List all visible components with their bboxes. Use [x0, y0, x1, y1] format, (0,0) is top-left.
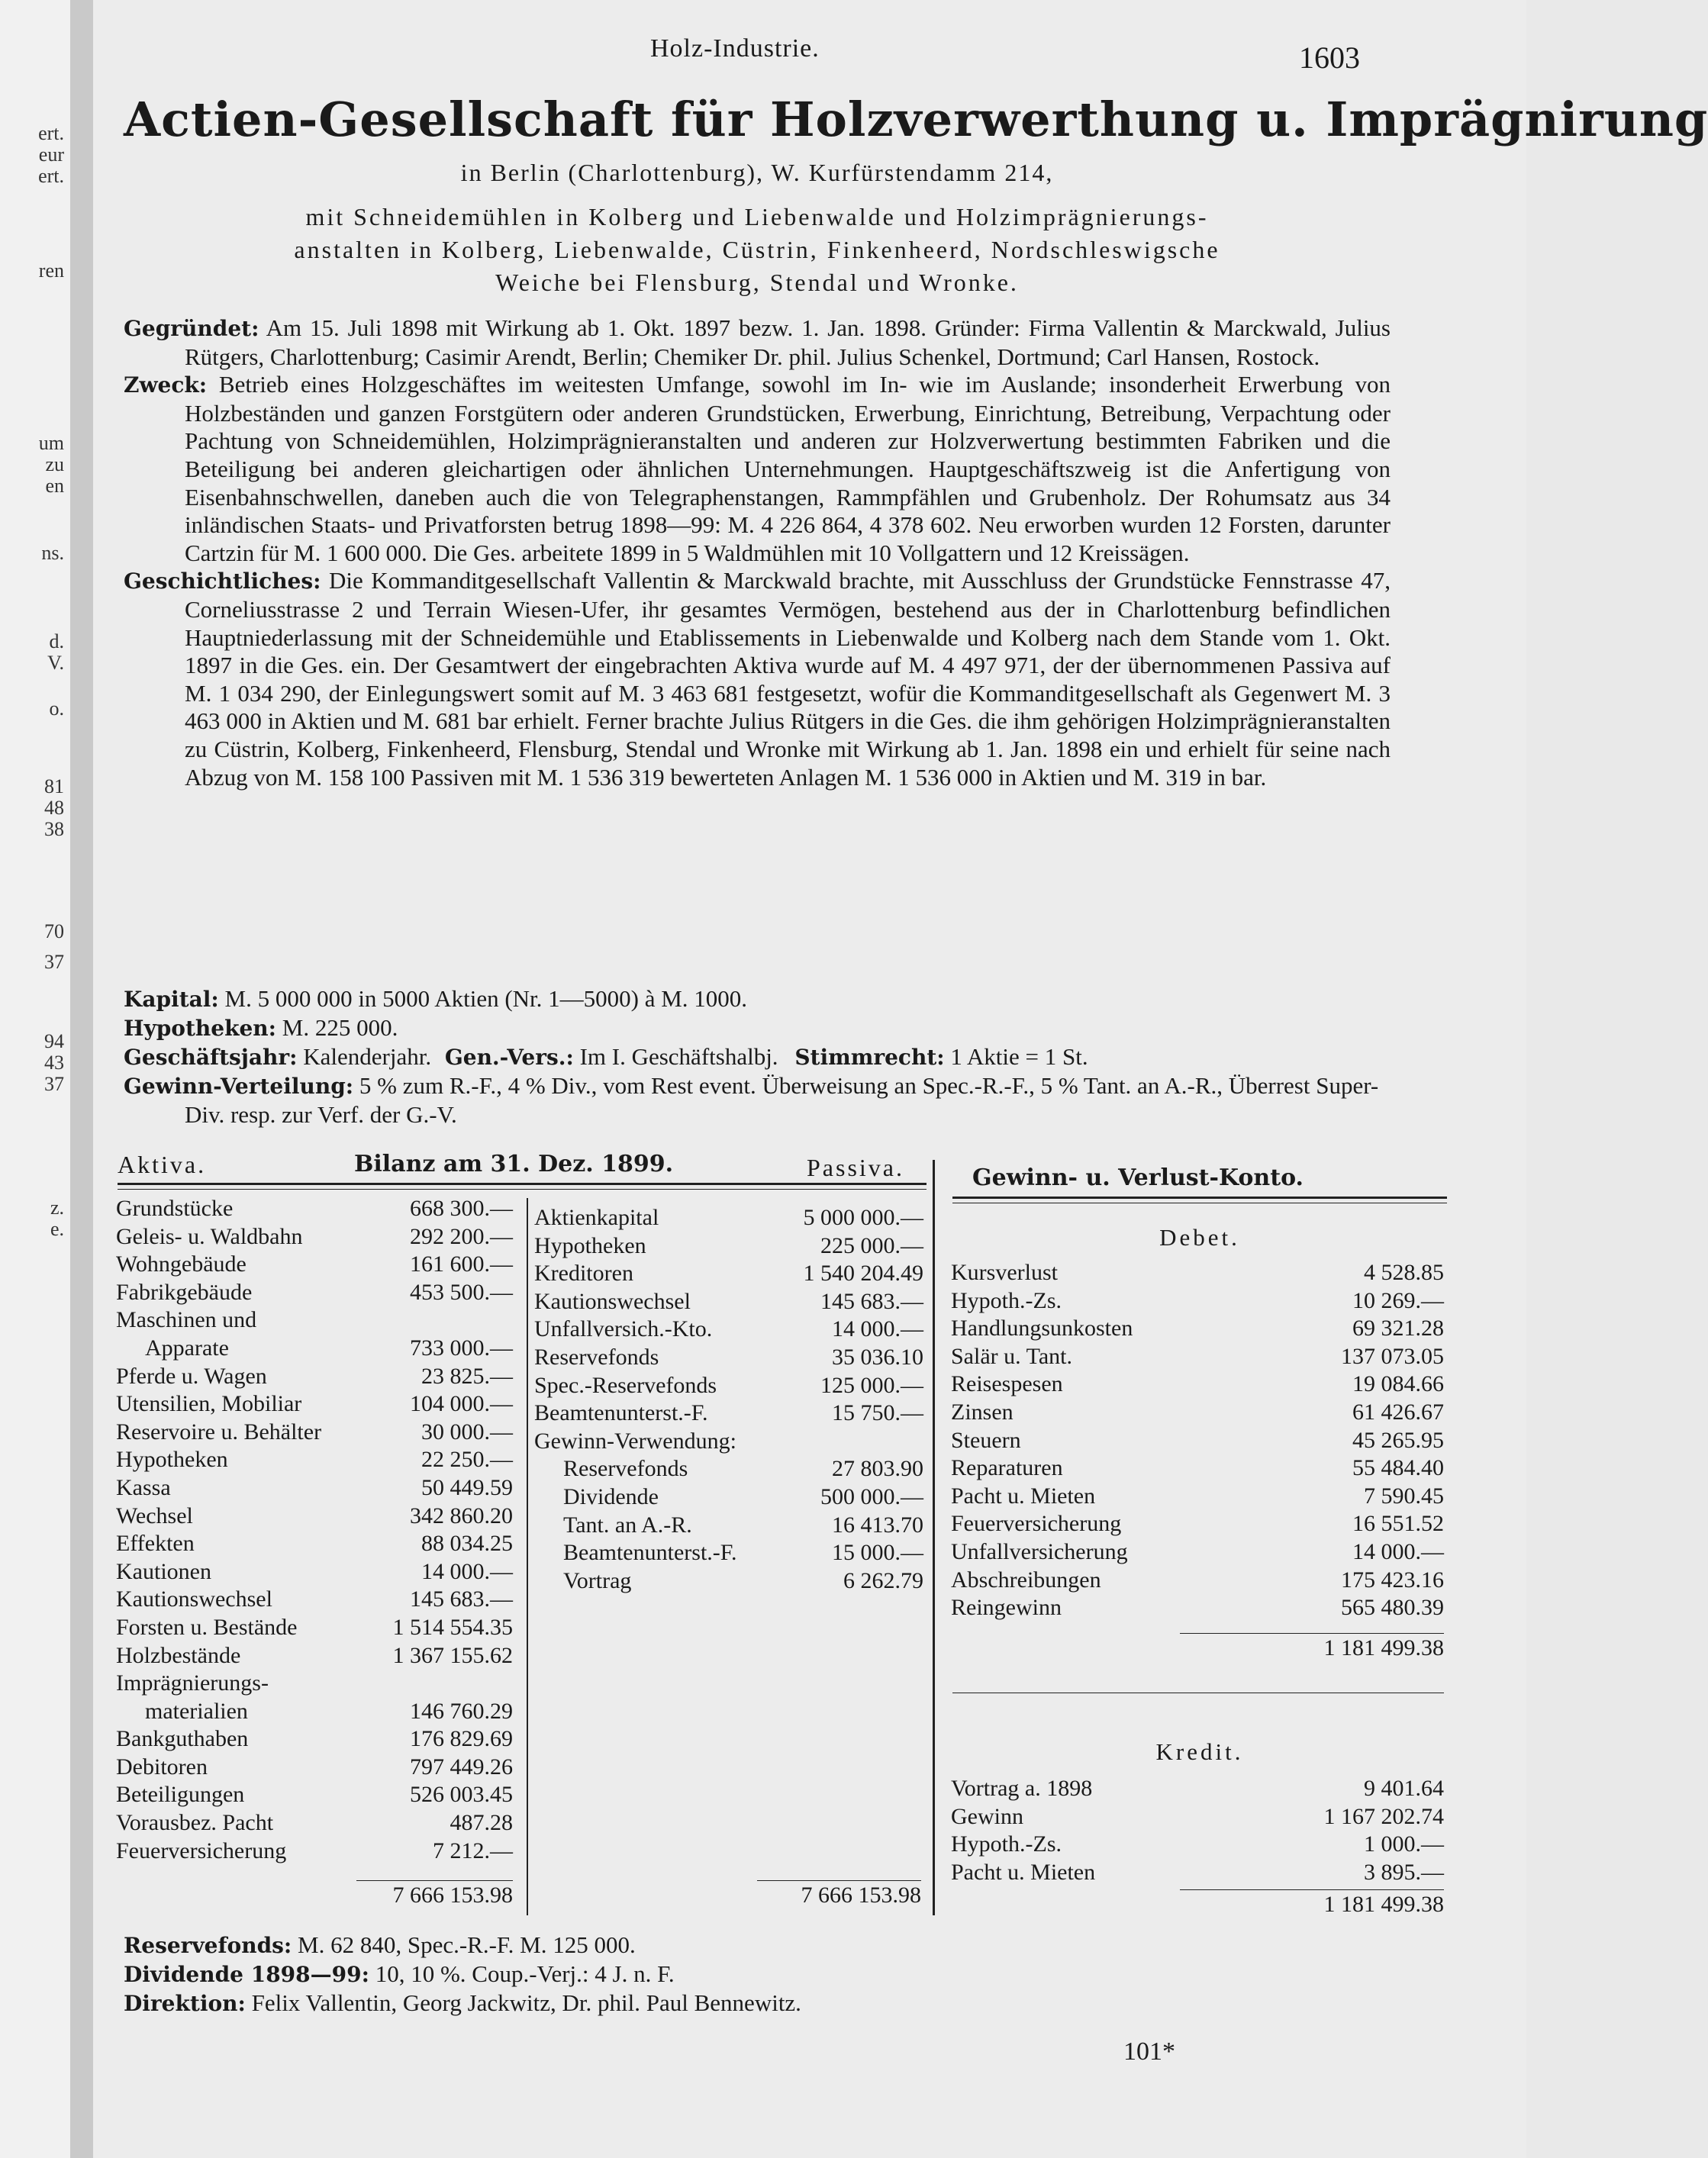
passiva-row	[534, 1455, 923, 1483]
passiva-row	[534, 1344, 923, 1372]
aktiva-row	[116, 1754, 513, 1782]
aktiva-label: Grundstücke	[116, 1196, 234, 1221]
label-dividende: Dividende 1898—99:	[124, 1962, 369, 1987]
aktiva-total: 7 666 153.98	[392, 1883, 513, 1908]
passiva-label: Reservefonds	[534, 1344, 659, 1370]
text-kapital: M. 5 000 000 in 5000 Aktien (Nr. 1—5000) à M. 1000.	[224, 985, 748, 1012]
debet-value: 45 265.95	[1352, 1427, 1444, 1453]
aktiva-label: Pferde u. Wagen	[116, 1363, 267, 1389]
debet-value: 19 084.66	[1352, 1371, 1444, 1397]
aktiva-value: 342 860.20	[410, 1503, 513, 1528]
debet-value: 61 426.67	[1352, 1399, 1444, 1425]
debet-label: Steuern	[951, 1427, 1021, 1453]
plants-line-1: mit Schneidemühlen in Kolberg und Liebenwalde und Holzimprägnierungs-	[305, 203, 1209, 230]
aktiva-header: Aktiva.	[118, 1151, 207, 1178]
aktiva-row	[116, 1586, 513, 1614]
debet-value: 69 321.28	[1352, 1316, 1444, 1342]
aktiva-row	[116, 1642, 513, 1670]
aktiva-label: Imprägnierungs-	[116, 1670, 269, 1696]
debet-label: Hypoth.-Zs.	[951, 1287, 1062, 1313]
adjacent-page-fragment: d.	[49, 630, 64, 652]
aktiva-row	[116, 1530, 513, 1558]
aktiva-row	[116, 1279, 513, 1307]
passiva-value: 15 750.—	[832, 1400, 923, 1426]
label-kapital: Kapital:	[124, 987, 219, 1012]
aktiva-row	[116, 1363, 513, 1391]
debet-row	[951, 1427, 1444, 1455]
debet-label: Abschreibungen	[951, 1567, 1101, 1593]
aktiva-row	[116, 1558, 513, 1586]
passiva-value: 27 803.90	[832, 1456, 923, 1482]
company-location: in Berlin (Charlottenburg), W. Kurfürstendamm 214,	[460, 159, 1054, 186]
aktiva-total-row	[356, 1882, 513, 1910]
passiva-label: Unfallversich.-Kto.	[534, 1316, 713, 1342]
description-block	[124, 314, 1391, 791]
debet-row	[951, 1538, 1444, 1567]
debet-label: Handlungsunkosten	[951, 1316, 1133, 1342]
aktiva-label: Bankguthaben	[116, 1726, 249, 1752]
aktiva-value: 88 034.25	[421, 1531, 513, 1557]
kredit-sum-rule	[1180, 1889, 1444, 1890]
aktiva-row	[116, 1781, 513, 1809]
label-stimmrecht: Stimmrecht:	[794, 1045, 945, 1070]
debet-row	[951, 1259, 1444, 1287]
aktiva-value: 30 000.—	[421, 1419, 513, 1445]
passiva-value: 145 683.—	[820, 1288, 923, 1314]
section-zweck	[124, 371, 1391, 567]
page-number: 1603	[1299, 40, 1360, 75]
passiva-row	[534, 1316, 923, 1344]
kredit-label: Vortrag a. 1898	[951, 1776, 1093, 1801]
adjacent-page-fragment: ert.	[38, 122, 64, 144]
text-gegruendet: Am 15. Juli 1898 mit Wirkung ab 1. Okt. 1897 bezw. 1. Jan. 1898. Gründer: Firma Vallentin & Marckwald, Julius Rütgers, Charlottenburg; Casimir Arendt, Berlin; Chemiker Dr. phil. Julius Schenkel, Dortmund; Carl Hansen, Rostock.	[185, 314, 1391, 370]
text-stimmrecht: 1 Aktie = 1 St.	[950, 1043, 1088, 1070]
aktiva-label: Kautionswechsel	[116, 1586, 272, 1612]
kredit-value: 1 167 202.74	[1323, 1803, 1444, 1829]
debet-value: 7 590.45	[1364, 1483, 1444, 1509]
passiva-row	[534, 1399, 923, 1428]
section-gewinnverteilung	[124, 1071, 1391, 1129]
aktiva-label: Forsten u. Bestände	[116, 1614, 298, 1640]
kredit-row	[951, 1859, 1444, 1887]
kredit-label: Pacht u. Mieten	[951, 1859, 1096, 1885]
kredit-total: 1 181 499.38	[1323, 1892, 1444, 1917]
aktiva-value: 7 212.—	[433, 1838, 513, 1863]
section-gegruendet	[124, 314, 1391, 371]
passiva-sum-rule	[757, 1880, 921, 1881]
debet-label: Salär u. Tant.	[951, 1343, 1072, 1369]
debet-total: 1 181 499.38	[1323, 1635, 1444, 1660]
debet-label: Reingewinn	[951, 1595, 1062, 1621]
footer-facts	[124, 1931, 1391, 2018]
aktiva-label: Beteiligungen	[116, 1782, 245, 1808]
bilanz-guv-divider	[933, 1160, 935, 1915]
aktiva-row	[116, 1223, 513, 1251]
passiva-label: Beamtenunterst.-F.	[534, 1400, 708, 1426]
debet-label: Unfallversicherung	[951, 1538, 1128, 1564]
debet-row	[951, 1510, 1444, 1538]
debet-label: Reparaturen	[951, 1455, 1063, 1481]
aktiva-row	[116, 1474, 513, 1503]
label-geschichtliches: Geschichtliches:	[124, 568, 321, 594]
aktiva-label: Effekten	[116, 1531, 195, 1557]
adjacent-page-fragment: en	[45, 475, 64, 497]
aktiva-row	[116, 1251, 513, 1279]
bilanz-top-rule-thin	[118, 1189, 927, 1190]
aktiva-value: 797 449.26	[410, 1754, 513, 1780]
adjacent-page-fragment: 37	[44, 1073, 64, 1095]
debet-value: 55 484.40	[1352, 1455, 1444, 1481]
adjacent-page-fragment: 48	[44, 797, 64, 819]
debet-row	[951, 1370, 1444, 1399]
debet-value: 4 528.85	[1364, 1260, 1444, 1285]
kredit-value: 1 000.—	[1364, 1831, 1444, 1857]
label-reservefonds: Reservefonds:	[124, 1933, 292, 1958]
footer-reservefonds	[124, 1931, 1391, 1960]
passiva-value: 16 413.70	[832, 1512, 923, 1538]
guv-title: Gewinn- u. Verlust-Konto.	[972, 1164, 1304, 1191]
debet-header: Debet.	[1159, 1224, 1240, 1251]
aktiva-row	[116, 1698, 513, 1726]
aktiva-label: Vorausbez. Pacht	[116, 1810, 274, 1836]
text-genvers: Im I. Geschäftshalbj.	[579, 1043, 778, 1070]
debet-row	[951, 1483, 1444, 1511]
passiva-label: Tant. an A.-R.	[563, 1512, 692, 1538]
footer-dividende	[124, 1960, 1391, 1989]
aktiva-row	[116, 1195, 513, 1223]
text-gewinnverteilung: 5 % zum R.-F., 4 % Div., vom Rest event. Überweisung an Spec.-R.-F., 5 % Tant. an A.-R., Überrest Super-Div. resp. zur Verf. der G.-V.	[185, 1072, 1379, 1128]
aktiva-value: 161 600.—	[410, 1251, 513, 1277]
aktiva-label: Hypotheken	[116, 1447, 228, 1473]
aktiva-row	[116, 1670, 513, 1698]
text-hypotheken: M. 225 000.	[282, 1014, 398, 1041]
kredit-total-row	[1180, 1891, 1444, 1919]
text-geschaeftsjahr: Kalenderjahr.	[303, 1043, 432, 1070]
section-geschichtliches	[124, 567, 1391, 791]
aktiva-label: Holzbestände	[116, 1642, 241, 1668]
passiva-row	[534, 1539, 923, 1567]
aktiva-value: 292 200.—	[410, 1223, 513, 1249]
adjacent-page-strip	[0, 0, 75, 2158]
kredit-row	[951, 1775, 1444, 1803]
aktiva-value: 1 367 155.62	[392, 1642, 513, 1668]
debet-row	[951, 1315, 1444, 1343]
passiva-label: Kreditoren	[534, 1261, 633, 1287]
aktiva-row	[116, 1335, 513, 1363]
passiva-row	[534, 1567, 923, 1596]
aktiva-label: Apparate	[145, 1335, 229, 1361]
aktiva-label: Kassa	[116, 1474, 171, 1500]
aktiva-value: 176 829.69	[410, 1726, 513, 1752]
aktiva-value: 50 449.59	[421, 1474, 513, 1500]
adjacent-page-fragment: V.	[47, 652, 64, 674]
passiva-label: Hypotheken	[534, 1232, 646, 1258]
aktiva-label: Maschinen und	[116, 1307, 257, 1333]
footer-direktion	[124, 1989, 1391, 2018]
aktiva-list	[116, 1195, 513, 1865]
text-dividende: 10, 10 %. Coup.-Verj.: 4 J. n. F.	[375, 1960, 675, 1987]
running-title: Holz-Industrie.	[650, 34, 820, 63]
aktiva-row	[116, 1503, 513, 1531]
text-geschichtliches: Die Kommanditgesellschaft Vallentin & Marckwald brachte, mit Ausschluss der Grundstücke Fennstrasse 47, Corneliusstrasse 2 und Terrain Wiesen-Ufer, ihr gesamtes Vermögen, bestehend aus der in Charlottenburg befindlichen Hauptniederlassung mit der Schneidemühle und Etablissements in Liebenwalde und Kolberg nach dem Stande vom 1. Okt. 1897 in die Ges. ein. Der Gesamtwert der eingebrachten Aktiva wurde auf M. 4 497 971, der der übernommenen Passiva auf M. 1 034 290, der Einlegungswert somit auf M. 3 463 681 festgesetzt, wofür die Kommanditgesellschaft als Gegenwert M. 3 463 000 in Aktien und M. 681 bar erhielt. Ferner brachte Julius Rütgers in die Ges. die ihm gehörigen Holzimprägnieranstalten zu Cüstrin, Kolberg, Finkenheerd, Flensburg, Stendal und Wronke mit Wirkung ab 1. Jan. 1898 ein und erhielt für seine nach Abzug von M. 158 100 Passiven mit M. 1 536 319 bewerteten Anlagen M. 1 536 000 in Aktien und M. 319 in bar.	[185, 567, 1391, 791]
debet-list	[951, 1259, 1444, 1622]
passiva-value: 14 000.—	[832, 1316, 923, 1342]
adjacent-page-fragment: o.	[49, 697, 64, 720]
debet-total-row	[1180, 1635, 1444, 1663]
text-zweck: Betrieb eines Holzgeschäftes im weitesten Umfange, sowohl im In- wie im Auslande; insonderheit Erwerbung von Holzbeständen und ganzen Forstgütern oder anderen Grundstücken, Erwerbung, Einrichtung, Betreibung, Verpachtung oder Pachtung von Schneidemühlen, Holzimprägnieranstalten und anderen zur Holzverwertung bestimmten Fabriken und die Beteiligung bei anderen gleichartigen oder ähnlichen Unternehmungen. Hauptgeschäftszweig ist die Anfertigung von Eisenbahnschwellen, daneben auch die von Telegraphenstangen, Rammpfählen und Grubenholz. Der Rohumsatz aus 34 inländischen Staats- und Privatforsten betrug 1898—99: M. 4 226 864, 4 378 602. Neu erworben wurden 12 Forsten, darunter Cartzin für M. 1 600 000. Die Ges. arbeitete 1899 in 5 Waldmühlen mit 10 Vollgattern und 12 Kreissägen.	[185, 371, 1391, 566]
debet-value: 14 000.—	[1352, 1538, 1444, 1564]
document-page	[93, 0, 1708, 2158]
kredit-label: Hypoth.-Zs.	[951, 1831, 1062, 1857]
passiva-row	[534, 1372, 923, 1400]
text-reservefonds: M. 62 840, Spec.-R.-F. M. 125 000.	[298, 1931, 636, 1958]
kredit-row	[951, 1831, 1444, 1859]
passiva-row	[534, 1204, 923, 1232]
company-name: Actien-Gesellschaft für Holzverwerthung u. Imprägnirung	[124, 92, 1708, 147]
aktiva-value: 487.28	[450, 1810, 513, 1836]
aktiva-label: Utensilien, Mobiliar	[116, 1391, 302, 1417]
passiva-label: Gewinn-Verwendung:	[534, 1428, 736, 1454]
debet-row	[951, 1454, 1444, 1483]
passiva-label: Reservefonds	[563, 1456, 688, 1482]
aktiva-row	[116, 1446, 513, 1474]
debet-value: 175 423.16	[1341, 1567, 1444, 1593]
adjacent-page-fragment: 70	[44, 920, 64, 942]
passiva-row	[534, 1260, 923, 1288]
label-zweck: Zweck:	[124, 372, 208, 398]
aktiva-value: 22 250.—	[421, 1447, 513, 1473]
debet-row	[951, 1567, 1444, 1595]
adjacent-page-fragment: 94	[44, 1030, 64, 1052]
adjacent-page-fragment: um	[38, 432, 64, 454]
aktiva-value: 1 514 554.35	[392, 1614, 513, 1640]
adjacent-page-fragment: 37	[44, 951, 64, 973]
aktiva-row	[116, 1306, 513, 1335]
debet-row	[951, 1594, 1444, 1622]
aktiva-sum-rule	[356, 1880, 513, 1881]
aktiva-label: Kautionen	[116, 1558, 211, 1584]
kredit-row	[951, 1803, 1444, 1831]
passiva-row	[534, 1483, 923, 1512]
adjacent-page-fragment: e.	[50, 1218, 64, 1240]
aktiva-label: Debitoren	[116, 1754, 208, 1780]
bilanz-title: Bilanz am 31. Dez. 1899.	[354, 1151, 674, 1177]
plants-line-2: anstalten in Kolberg, Liebenwalde, Cüstrin, Finkenheerd, Nordschleswigsche	[294, 236, 1220, 263]
passiva-label: Dividende	[563, 1483, 659, 1509]
passiva-value: 5 000 000.—	[803, 1205, 923, 1230]
section-geschaeftsjahr	[124, 1042, 1391, 1071]
aktiva-value: 145 683.—	[410, 1586, 513, 1612]
debet-label: Zinsen	[951, 1399, 1014, 1425]
passiva-total-row	[757, 1882, 921, 1910]
label-genvers: Gen.-Vers.:	[444, 1045, 574, 1070]
aktiva-value: 668 300.—	[410, 1196, 513, 1221]
label-geschaeftsjahr: Geschäftsjahr:	[124, 1045, 298, 1070]
debet-value: 137 073.05	[1341, 1343, 1444, 1369]
aktiva-row	[116, 1419, 513, 1447]
debet-label: Reisespesen	[951, 1371, 1063, 1397]
passiva-value: 225 000.—	[820, 1232, 923, 1258]
aktiva-label: Wohngebäude	[116, 1251, 247, 1277]
debet-row	[951, 1287, 1444, 1316]
kredit-value: 3 895.—	[1364, 1859, 1444, 1885]
aktiva-label: Feuerversicherung	[116, 1838, 287, 1863]
debet-label: Feuerversicherung	[951, 1511, 1122, 1537]
adjacent-page-fragment: zu	[45, 453, 64, 475]
passiva-row	[534, 1288, 923, 1316]
aktiva-value: 14 000.—	[421, 1558, 513, 1584]
aktiva-row	[116, 1725, 513, 1754]
kredit-value: 9 401.64	[1364, 1776, 1444, 1801]
aktiva-value: 526 003.45	[410, 1782, 513, 1808]
aktiva-value: 23 825.—	[421, 1363, 513, 1389]
label-gewinnverteilung: Gewinn-Verteilung:	[124, 1074, 354, 1099]
section-kapital	[124, 984, 1391, 1013]
text-direktion: Felix Vallentin, Georg Jackwitz, Dr. phil. Paul Bennewitz.	[251, 1989, 801, 2016]
signature-mark: 101*	[1123, 2037, 1175, 2066]
aktiva-passiva-divider	[527, 1198, 528, 1915]
aktiva-row	[116, 1809, 513, 1838]
debet-row	[951, 1343, 1444, 1371]
passiva-value: 35 036.10	[832, 1344, 923, 1370]
label-gegruendet: Gegründet:	[124, 316, 259, 341]
passiva-value: 6 262.79	[843, 1567, 923, 1593]
passiva-row	[534, 1428, 923, 1456]
passiva-label: Spec.-Reservefonds	[534, 1372, 717, 1398]
passiva-list	[534, 1204, 923, 1595]
aktiva-value: 104 000.—	[410, 1391, 513, 1417]
passiva-label: Kautionswechsel	[534, 1288, 691, 1314]
aktiva-row	[116, 1838, 513, 1866]
guv-top-rule	[952, 1197, 1447, 1199]
aktiva-value: 733 000.—	[410, 1335, 513, 1361]
passiva-label: Vortrag	[563, 1567, 632, 1593]
debet-value: 16 551.52	[1352, 1511, 1444, 1537]
aktiva-label: Reservoire u. Behälter	[116, 1419, 322, 1445]
debet-value: 10 269.—	[1352, 1287, 1444, 1313]
debet-value: 565 480.39	[1341, 1595, 1444, 1621]
section-hypotheken	[124, 1013, 1391, 1042]
aktiva-label: materialien	[145, 1698, 248, 1724]
aktiva-row	[116, 1614, 513, 1642]
debet-label: Pacht u. Mieten	[951, 1483, 1096, 1509]
passiva-value: 1 540 204.49	[803, 1261, 923, 1287]
passiva-label: Aktienkapital	[534, 1205, 659, 1230]
adjacent-page-fragment: 43	[44, 1052, 64, 1074]
debet-sum-rule	[1180, 1633, 1444, 1634]
bilanz-top-rule	[118, 1183, 927, 1185]
adjacent-page-fragment: z.	[50, 1197, 64, 1219]
passiva-value: 15 000.—	[832, 1540, 923, 1566]
passiva-label: Beamtenunterst.-F.	[563, 1540, 737, 1566]
passiva-row	[534, 1512, 923, 1540]
adjacent-page-fragment: eur	[38, 143, 64, 166]
aktiva-row	[116, 1390, 513, 1419]
adjacent-page-fragment: ns.	[41, 542, 64, 564]
adjacent-page-fragment: 38	[44, 818, 64, 840]
debet-row	[951, 1399, 1444, 1427]
passiva-value: 125 000.—	[820, 1372, 923, 1398]
book-spine	[70, 0, 93, 2158]
aktiva-label: Fabrikgebäude	[116, 1279, 253, 1305]
label-direktion: Direktion:	[124, 1991, 246, 2016]
facts-block	[124, 984, 1391, 1129]
kredit-label: Gewinn	[951, 1803, 1023, 1829]
passiva-value: 500 000.—	[820, 1483, 923, 1509]
kredit-list	[951, 1775, 1444, 1886]
passiva-total: 7 666 153.98	[801, 1883, 921, 1908]
aktiva-label: Wechsel	[116, 1503, 193, 1528]
aktiva-value: 453 500.—	[410, 1279, 513, 1305]
aktiva-value: 146 760.29	[410, 1698, 513, 1724]
debet-label: Kursverlust	[951, 1260, 1058, 1285]
adjacent-page-fragment: ren	[38, 259, 64, 282]
adjacent-page-fragment: ert.	[38, 165, 64, 187]
passiva-header: Passiva.	[807, 1154, 904, 1181]
kredit-header: Kredit.	[1155, 1738, 1244, 1765]
passiva-row	[534, 1232, 923, 1261]
aktiva-label: Geleis- u. Waldbahn	[116, 1223, 303, 1249]
adjacent-page-fragment: 81	[44, 775, 64, 797]
label-hypotheken: Hypotheken:	[124, 1016, 276, 1041]
plants-line-3: Weiche bei Flensburg, Stendal und Wronke.	[495, 269, 1019, 296]
